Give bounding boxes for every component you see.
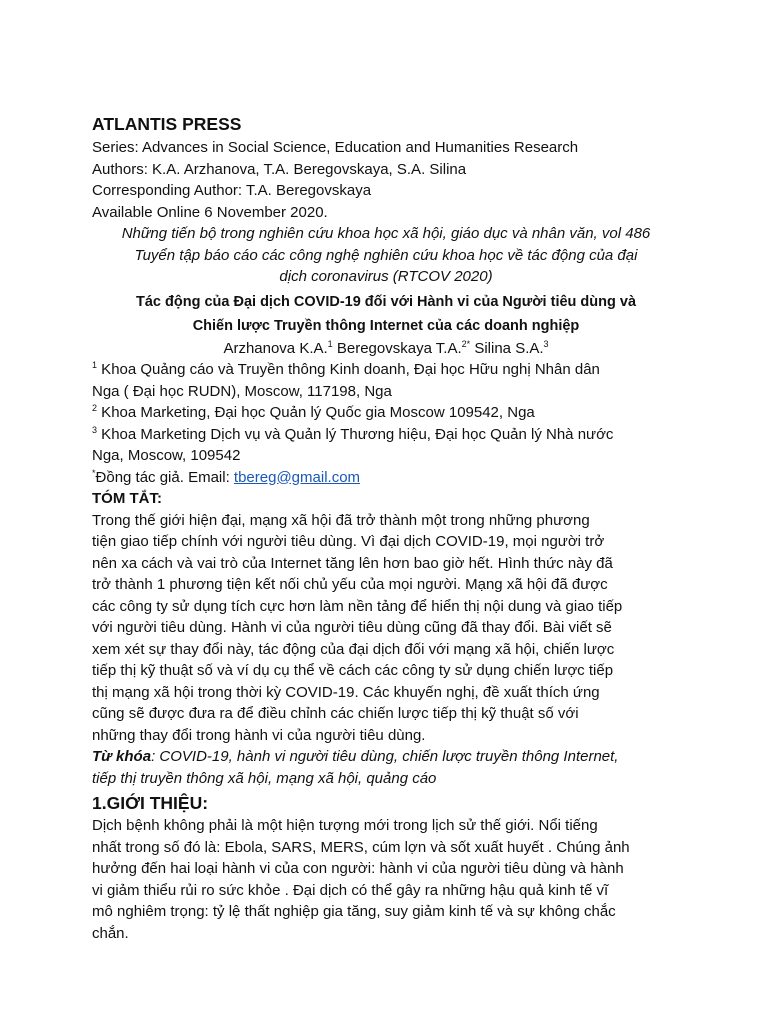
- keywords-label: Từ khóa: [92, 748, 152, 765]
- coauthor-sup: *: [92, 467, 96, 478]
- paper-title-line-1: Tác động của Đại dịch COVID-19 đối với Hành vi của Người tiêu dùng và: [135, 293, 637, 310]
- series-line: Series: Advances in Social Science, Education and Humanities Research: [92, 139, 579, 156]
- abstract-line: xem xét sự thay đổi này, tác động của đại dịch đối với mạng xã hội, chiến lược: [92, 640, 615, 658]
- paper-title: [92, 290, 680, 338]
- proceedings-line-1: Tuyển tập báo cáo các công nghệ nghiên cứu khoa học về tác động của đại: [134, 246, 638, 264]
- intro-heading: 1.GIỚI THIỆU:: [92, 793, 209, 813]
- intro-line: Dịch bệnh không phải là một hiện tượng mới trong lịch sử thế giới. Nổi tiếng: [92, 817, 598, 834]
- intro-line: vi giảm thiểu rủi ro sức khỏe . Đại dịch có thể gây ra những hậu quả kinh tế vĩ: [92, 881, 609, 899]
- keywords-block: [92, 746, 680, 789]
- abstract-heading: TÓM TẮT:: [92, 490, 162, 507]
- abstract-line: các công ty sử dụng tích cực hơn làm nền tảng để hiển thị nội dung và giao tiếp: [92, 597, 623, 615]
- abstract-line: tiếp thị kỹ thuật số và ví dụ cụ thể về cách các công ty sử dụng chiến lược tiếp: [92, 662, 614, 679]
- abstract-line: những thay đổi trong hành vi của người tiêu dùng.: [92, 726, 426, 744]
- authors-line: Authors: K.A. Arzhanova, T.A. Beregovskaya, S.A. Silina: [92, 160, 467, 178]
- affiliation-3-line-2: Nga, Moscow, 109542: [92, 447, 241, 464]
- author-2: Beregovskaya T.A.: [332, 339, 462, 357]
- keywords-line-1: : COVID-19, hành vi người tiêu dùng, chiến lược truyền thông Internet,: [151, 748, 619, 765]
- intro-line: chắn.: [92, 924, 129, 942]
- author-1-sup: 1: [327, 338, 333, 349]
- author-3-sup: 3: [543, 338, 549, 349]
- affiliation-1-line-2: Nga ( Đại học RUDN), Moscow, 117198, Nga: [92, 382, 392, 400]
- abstract-line: với người tiêu dùng. Hành vi của người tiêu dùng cũng đã thay đổi. Bài viết sẽ: [92, 619, 612, 636]
- abstract-line: nên xa cách và vai trò của Internet tăng lên hơn bao giờ hết. Hình thức này đã: [92, 554, 613, 572]
- abstract-line: cũng sẽ được đưa ra để điều chỉnh các chiến lược tiếp thị kỹ thuật số với: [92, 705, 579, 722]
- document-page: [92, 112, 680, 944]
- affiliation-2: [92, 402, 680, 424]
- affiliation-2-line-1: Khoa Marketing, Đại học Quản lý Quốc gia Moscow 109542, Nga: [97, 404, 535, 421]
- abstract-line: trở thành 1 phương tiện kết nối chủ yếu của mọi người. Mạng xã hội đã được: [92, 576, 608, 593]
- affiliation-2-sup: 2: [92, 403, 98, 413]
- abstract-body: [92, 510, 680, 747]
- abstract-line: Trong thế giới hiện đại, mạng xã hội đã trở thành một trong những phương: [92, 511, 590, 529]
- affiliation-1-sup: 1: [92, 360, 98, 370]
- intro-line: hưởng đến hai loại hành vi của con người: hành vi của người tiêu dùng và hành: [92, 860, 624, 877]
- proceedings-line-2: dịch coronavirus (RTCOV 2020): [279, 268, 493, 285]
- affiliation-3: [92, 424, 680, 467]
- abstract-line: tiện giao tiếp chính với người tiêu dùng. Vì đại dịch COVID-19, mọi người trở: [92, 533, 605, 550]
- paper-title-line-2: Chiến lược Truyền thông Internet của các doanh nghiệp: [192, 317, 580, 334]
- abstract-line: thị mạng xã hội trong thời kỳ COVID-19. Các khuyến nghị, đề xuất thích ứng: [92, 683, 600, 701]
- publisher-name: ATLANTIS PRESS: [92, 114, 242, 134]
- intro-line: mô nghiêm trọng: tỷ lệ thất nghiệp gia tăng, suy giảm kinh tế và sự không chắc: [92, 903, 616, 920]
- affiliation-3-sup: 3: [92, 424, 98, 435]
- available-online-line: Available Online 6 November 2020.: [92, 203, 328, 221]
- corresponding-author-line: Corresponding Author: T.A. Beregovskaya: [92, 182, 372, 199]
- email-link[interactable]: tbereg@gmail.com: [233, 468, 361, 486]
- author-3: Silina S.A.: [470, 339, 544, 357]
- author-2-sup: 2*: [461, 338, 471, 349]
- affiliation-1-line-1: Khoa Quảng cáo và Truyền thông Kinh doanh, Đại học Hữu nghị Nhân dân: [97, 361, 600, 378]
- coauthor-label: Đồng tác giả. Email:: [95, 468, 234, 486]
- volume-line: Những tiến bộ trong nghiên cứu khoa học xã hội, giáo dục và nhân văn, vol 486: [121, 225, 651, 242]
- coauthor-email-line: [92, 467, 680, 489]
- author-names: [92, 338, 680, 360]
- author-1: Arzhanova K.A.: [223, 339, 328, 357]
- affiliation-1: [92, 359, 680, 402]
- intro-body: [92, 815, 680, 944]
- intro-line: nhất trong số đó là: Ebola, SARS, MERS, cúm lợn và sốt xuất huyết . Chúng ảnh: [92, 838, 630, 856]
- keywords-line-2: tiếp thị truyền thông xã hội, mạng xã hội, quảng cáo: [92, 769, 437, 787]
- affiliation-3-line-1: Khoa Marketing Dịch vụ và Quản lý Thương hiệu, Đại học Quản lý Nhà nước: [97, 425, 614, 443]
